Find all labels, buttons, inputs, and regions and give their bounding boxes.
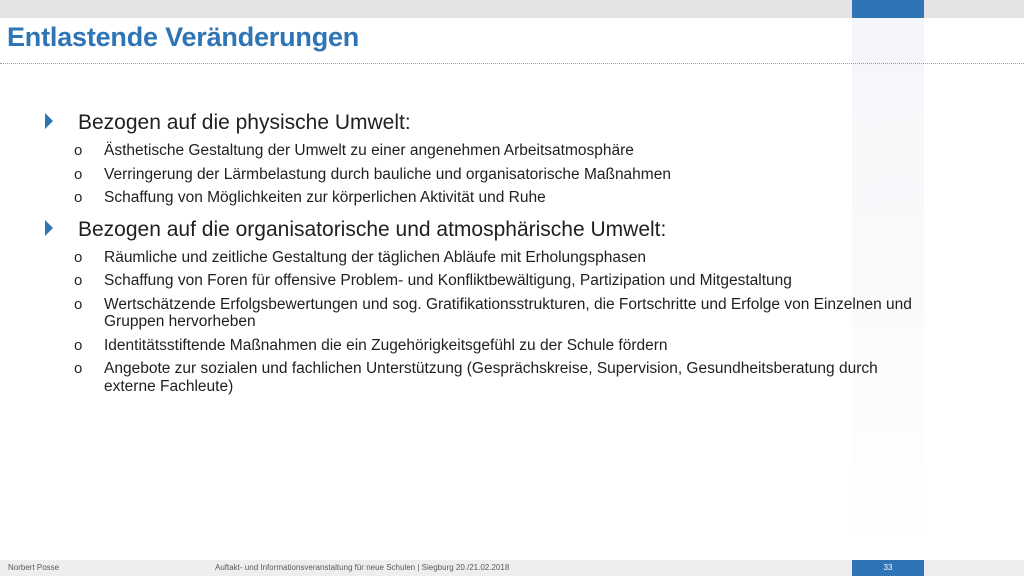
list-item-text: Identitätsstiftende Maßnahmen die ein Zugehörigkeitsgefühl zu der Schule fördern (104, 336, 668, 354)
list-item-text: Wertschätzende Erfolgsbewertungen und sog. Gratifikationsstrukturen, die Fortschritte und Erfolge von Einzelnen und Gruppen hervorheben (104, 295, 912, 330)
page-number: 33 (883, 563, 893, 572)
circle-bullet-icon: o (74, 165, 83, 183)
section-heading-label: Bezogen auf die physische Umwelt: (78, 111, 411, 134)
list-item-text: Verringerung der Lärmbelastung durch bauliche und organisatorische Maßnahmen (104, 165, 671, 183)
circle-bullet-icon: o (74, 295, 83, 313)
list-item-text: Räumliche und zeitliche Gestaltung der täglichen Abläufe mit Erholungsphasen (104, 248, 646, 266)
list-item (40, 272, 920, 290)
section-heading-organisational (40, 217, 920, 242)
circle-bullet-icon: o (74, 336, 83, 354)
circle-bullet-icon: o (74, 142, 83, 159)
section-heading-physical (40, 110, 920, 135)
footer-event: Auftakt- und Informationsveranstaltung für neue Schulen | Siegburg 20./21.02.2018 (215, 563, 510, 572)
circle-bullet-icon: o (74, 272, 83, 289)
triangle-bullet-icon (45, 113, 53, 129)
footer-bar (0, 560, 1024, 576)
circle-bullet-icon: o (74, 189, 83, 206)
list-item-text: Schaffung von Foren für offensive Problem- und Konfliktbewältigung, Partizipation und Mitgestaltung (104, 272, 792, 289)
triangle-bullet-icon (45, 220, 53, 236)
section-heading-label: Bezogen auf die organisatorische und atmosphärische Umwelt: (78, 217, 667, 241)
list-item (40, 296, 920, 331)
list-item-text: Angebote zur sozialen und fachlichen Unterstützung (Gesprächskreise, Supervision, Gesundheitsberatung durch externe Fachleute) (104, 360, 878, 395)
sub-list-organisational (40, 249, 920, 396)
slide-title: Entlastende Veränderungen (7, 22, 360, 52)
list-item-text: Ästhetische Gestaltung der Umwelt zu einer angenehmen Arbeitsatmosphäre (104, 142, 634, 159)
list-item (40, 360, 920, 395)
list-item (40, 249, 920, 267)
circle-bullet-icon: o (74, 360, 83, 377)
page-number-badge (852, 560, 924, 576)
footer-author: Norbert Posse (8, 563, 60, 572)
list-item (40, 189, 920, 207)
top-accent-block (852, 0, 924, 18)
list-item (40, 337, 920, 355)
title-divider (0, 63, 1024, 64)
list-item-text: Schaffung von Möglichkeiten zur körperlichen Aktivität und Ruhe (104, 189, 546, 206)
circle-bullet-icon: o (74, 248, 83, 266)
list-item (40, 142, 920, 160)
list-item (40, 166, 920, 184)
slide-content (40, 110, 920, 395)
sub-list-physical (40, 142, 920, 207)
